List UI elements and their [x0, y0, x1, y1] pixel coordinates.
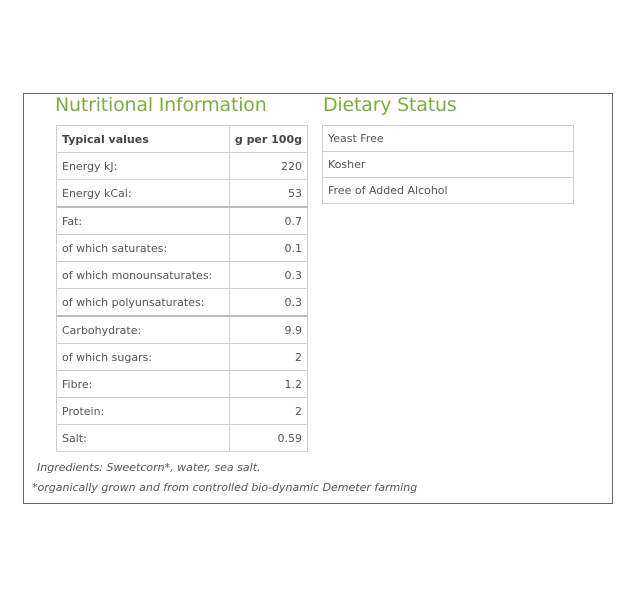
nutrition-panel	[23, 93, 613, 504]
dietary-item: Free of Added Alcohol	[323, 178, 574, 204]
row-value: 2	[229, 398, 307, 425]
row-label: of which polyunsaturates:	[57, 289, 230, 317]
table-row	[57, 207, 308, 235]
dietary-item: Yeast Free	[323, 126, 574, 152]
row-label: Fibre:	[57, 371, 230, 398]
nutrition-title: Nutritional Information	[55, 94, 267, 116]
table-row	[323, 178, 574, 204]
row-label: Energy kCal:	[57, 180, 230, 208]
ingredients-text: Ingredients: Sweetcorn*, water, sea salt.	[37, 461, 261, 474]
row-value: 0.7	[229, 207, 307, 235]
table-row	[57, 371, 308, 398]
footnote-text: *organically grown and from controlled bio-dynamic Demeter farming	[32, 481, 418, 494]
row-label: of which monounsaturates:	[57, 262, 230, 289]
row-label: Carbohydrate:	[57, 316, 230, 344]
table-row	[57, 398, 308, 425]
table-row	[57, 235, 308, 262]
row-label: of which sugars:	[57, 344, 230, 371]
table-row	[57, 344, 308, 371]
dietary-table	[322, 125, 574, 204]
table-row	[57, 153, 308, 180]
row-value: 220	[229, 153, 307, 180]
row-value: 53	[229, 180, 307, 208]
notes	[32, 458, 417, 498]
row-value: 1.2	[229, 371, 307, 398]
row-label: of which saturates:	[57, 235, 230, 262]
table-row	[57, 180, 308, 208]
table-row	[323, 126, 574, 152]
header-unit: g per 100g	[229, 126, 307, 153]
table-row	[57, 289, 308, 317]
row-value: 2	[229, 344, 307, 371]
header-label: Typical values	[57, 126, 230, 153]
table-row	[57, 425, 308, 452]
row-label: Energy kJ:	[57, 153, 230, 180]
dietary-item: Kosher	[323, 152, 574, 178]
table-row	[57, 316, 308, 344]
row-value: 0.3	[229, 262, 307, 289]
row-label: Salt:	[57, 425, 230, 452]
nutrition-header-row	[57, 126, 308, 153]
row-value: 0.59	[229, 425, 307, 452]
dietary-title: Dietary Status	[323, 94, 457, 116]
row-value: 9.9	[229, 316, 307, 344]
row-value: 0.1	[229, 235, 307, 262]
row-label: Fat:	[57, 207, 230, 235]
row-value: 0.3	[229, 289, 307, 317]
table-row	[323, 152, 574, 178]
row-label: Protein:	[57, 398, 230, 425]
table-row	[57, 262, 308, 289]
nutrition-table	[56, 125, 308, 452]
